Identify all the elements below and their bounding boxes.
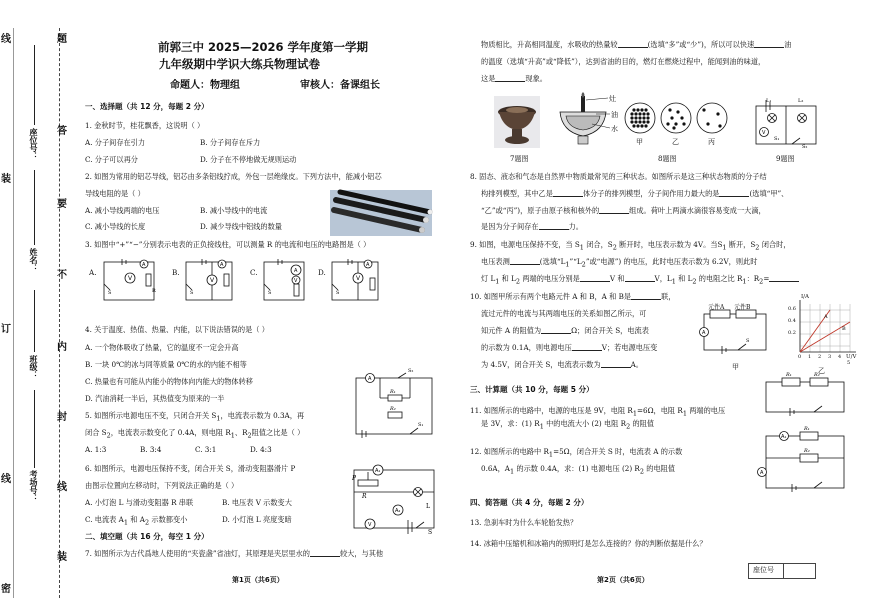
q10-stem-5: 为 4.5V，闭合开关 S，电流表示数为 A。 bbox=[481, 360, 643, 369]
exam-reviewer: 审核人：备课组长 bbox=[300, 80, 380, 91]
exam-title-1: 前郭三中 2025—2026 学年度第一学期 bbox=[158, 40, 369, 54]
oil-lamp-image bbox=[494, 96, 540, 148]
seal-char-feng: 封 bbox=[57, 412, 67, 423]
fig7-caption: 7题图 bbox=[510, 155, 529, 163]
q3-label-d[interactable]: D. bbox=[318, 268, 326, 277]
q3-circuit-b bbox=[182, 256, 238, 304]
svg-text:V: V bbox=[210, 277, 215, 284]
class-label: 班级： bbox=[29, 355, 38, 379]
fig10-axis-u: U/V bbox=[846, 354, 857, 360]
svg-text:S: S bbox=[268, 290, 272, 296]
section-3-heading: 三、计算题（共 10 分，每题 5 分） bbox=[470, 385, 594, 394]
q7-blank-1[interactable] bbox=[310, 549, 340, 557]
q5-option-d[interactable]: D. 4:3 bbox=[250, 445, 272, 454]
svg-text:R₂: R₂ bbox=[390, 406, 396, 412]
q7-stem: 7. 如图所示为古代爲地人使用的“夹瓷盏”省油灯，其原理是夹层里水的 较大，与其他 bbox=[85, 549, 384, 558]
fig8-label-yi: 乙 bbox=[672, 138, 679, 146]
q3-label-b[interactable]: B. bbox=[172, 268, 180, 277]
page-1-footer: 第1页（共6页） bbox=[232, 576, 284, 584]
svg-text:S₁: S₁ bbox=[418, 422, 424, 428]
exam-author: 命题人：物理组 bbox=[170, 80, 240, 91]
exam-title-2: 九年级期中学识大练兵物理试卷 bbox=[159, 57, 320, 71]
q1-option-d[interactable]: D. 分子在不停地做无规则运动 bbox=[200, 155, 297, 164]
section-2-heading: 二、填空题（共 16 分，每空 1 分） bbox=[85, 532, 209, 541]
fig7-wick-label: 灶 bbox=[609, 95, 616, 103]
fig10-axis-i: I/A bbox=[801, 294, 809, 300]
svg-text:V: V bbox=[368, 522, 372, 528]
seal-char-bu: 不 bbox=[57, 270, 67, 281]
name-field[interactable] bbox=[34, 170, 35, 245]
q9-blank-2[interactable] bbox=[580, 274, 610, 282]
fig10-element-b: 元件B bbox=[734, 304, 751, 311]
svg-text:L₂: L₂ bbox=[798, 98, 804, 104]
svg-text:A: A bbox=[294, 268, 298, 274]
svg-text:R₁: R₁ bbox=[786, 372, 792, 378]
q5-stem-2: 闭合 $S_2$，电流表示数变化了 0.4A，则电阻 $R_1$、$R_2$阻值之比是（ ） bbox=[85, 428, 305, 440]
svg-text:S: S bbox=[108, 290, 112, 296]
q4-stem: 4. 关于温度、热值、热量、内能，以下说法错误的是（ ） bbox=[85, 325, 269, 334]
q9-circuit bbox=[752, 92, 824, 150]
seat-label: 座位号： bbox=[29, 128, 38, 160]
edge-char-mi: 密 bbox=[1, 584, 11, 595]
svg-text:L₁: L₁ bbox=[766, 98, 772, 104]
svg-text:S: S bbox=[336, 290, 340, 296]
svg-text:S₂: S₂ bbox=[408, 368, 414, 374]
svg-text:P: P bbox=[352, 475, 357, 482]
fig10-xtick-1: 1 bbox=[808, 354, 812, 360]
q1-option-c[interactable]: C. 分子可以再分 bbox=[85, 155, 138, 164]
svg-text:R₁: R₁ bbox=[390, 389, 396, 395]
q3-label-a[interactable]: A. bbox=[89, 268, 97, 277]
q3-circuit-c bbox=[258, 256, 312, 304]
page-2-footer: 第2页（共6页） bbox=[597, 576, 649, 584]
svg-text:R: R bbox=[152, 288, 156, 294]
q6-circuit bbox=[348, 458, 440, 538]
q11-circuit bbox=[760, 374, 850, 422]
fig10-caption-jia: 甲 bbox=[732, 363, 739, 371]
binding-line-outer bbox=[13, 28, 14, 598]
q7-continued-3: 这是 现象。 bbox=[481, 74, 547, 83]
q2-stem: 2. 如图为常用的铝芯导线，铝芯由多条铝线拧成，外包一层绝缘皮。下列方法中，能减小铝芯 bbox=[85, 172, 382, 181]
svg-text:S: S bbox=[190, 290, 194, 296]
q8-blank-4[interactable] bbox=[539, 222, 569, 230]
q9-blank-3[interactable] bbox=[625, 274, 655, 282]
q9-stem: 9. 如图，电源电压保持不变，当 $S_1$ 闭合，$S_2$ 断开时，电压表示数为 4V。当$S_1$ 断开，$S_2$ 闭合时， bbox=[470, 240, 791, 252]
q4-option-c[interactable]: C. 热量也有可能从内能小的物体向内能大的物体转移 bbox=[85, 377, 253, 386]
binding-line bbox=[59, 28, 60, 598]
q6-option-a[interactable]: A. 小灯泡 L 与滑动变阻器 R 串联 bbox=[85, 498, 194, 507]
q3-stem: 3. 如图中“+”“−”分别表示电表的正负接线柱，可以测量 R 的电流和电压的电路图是（ ） bbox=[85, 240, 371, 249]
q12-stem-2: 0.6A，$A_1$ 的示数 0.4A，求：(1) 电源电压 (2) $R_2$ 的电阻值 bbox=[481, 464, 676, 476]
svg-text:V: V bbox=[762, 130, 766, 136]
fig9-caption: 9题图 bbox=[776, 155, 795, 163]
q12-stem: 12. 如图所示的电路中 $R_1=5\Omega$，闭合开关 S 时，电流表 A 的示数 bbox=[470, 447, 683, 459]
svg-text:S₁: S₁ bbox=[774, 136, 780, 142]
svg-text:A: A bbox=[760, 470, 764, 476]
seal-char-zhuang2: 装 bbox=[57, 552, 67, 563]
q6-stem-2: 由图示位置向左移动时，下列说法正确的是（ ） bbox=[85, 481, 239, 490]
q8-blank-3[interactable] bbox=[599, 206, 629, 214]
molecule-model-figure bbox=[624, 100, 730, 140]
q11-stem: 11. 如图所示的电路中，电源的电压是 9V，电阻 $R_1=6\Omega$，电阻 $R_1$ 两端的电压 bbox=[470, 406, 726, 418]
svg-text:L: L bbox=[426, 503, 430, 510]
q2-stem-2: 导线电阻的是（ ） bbox=[85, 189, 145, 198]
svg-text:S: S bbox=[428, 529, 433, 536]
seal-char-zhuang: 题 bbox=[57, 34, 67, 45]
fig8-label-bing: 丙 bbox=[708, 138, 715, 146]
q6-stem: 6. 如图所示，电源电压保持不变，闭合开关 S，滑动变阻器滑片 P bbox=[85, 464, 296, 473]
q2-option-b[interactable]: B. 减小导线中的电流 bbox=[200, 206, 268, 215]
seal-char-left-ding: 订 bbox=[1, 324, 11, 335]
fig10-xtick-0: 0 bbox=[798, 354, 802, 360]
svg-text:A₂: A₂ bbox=[395, 508, 401, 514]
svg-text:R: R bbox=[362, 493, 367, 500]
seal-char-xian: 线 bbox=[57, 482, 67, 493]
seal-char-da: 答 bbox=[57, 126, 67, 137]
fig8-label-jia: 甲 bbox=[636, 138, 643, 146]
edge-char-xian: 线 bbox=[1, 34, 11, 45]
q6-option-d[interactable]: D. 小灯泡 L 亮度变暗 bbox=[222, 515, 292, 524]
svg-text:R₂: R₂ bbox=[814, 372, 820, 378]
q3-circuit-a bbox=[100, 256, 160, 304]
q10-stem: 10. 如图甲所示有两个电路元件 A 和 B，A 和 B是 联， bbox=[470, 292, 676, 301]
q10-blank-1[interactable] bbox=[631, 292, 661, 300]
seal-char-left-xian: 线 bbox=[1, 474, 11, 485]
q9-stem-3: 灯 $L_1$ 和 $L_2$ 两端的电压分别是 V 和 V，$L_1$ 和 $L_2$ 的电阻之比 $R_1$：$R_2=$ bbox=[481, 274, 799, 286]
name-label: 姓名： bbox=[29, 248, 38, 272]
q9-stem-2: 电压表测 (选填“$L_1”“L_2$”或“电源”) 的电压，此时电压表示数为 6.2V，则此时 bbox=[481, 257, 758, 269]
q10-blank-4[interactable] bbox=[601, 360, 631, 368]
q3-label-c[interactable]: C. bbox=[250, 268, 258, 277]
q12-circuit bbox=[752, 428, 850, 492]
q7-blank-3[interactable] bbox=[754, 40, 784, 48]
exam-room-label: 考场号： bbox=[29, 470, 38, 502]
fig7-water-label: 水 bbox=[611, 125, 618, 133]
svg-text:A: A bbox=[702, 330, 706, 336]
svg-text:A: A bbox=[368, 376, 372, 382]
q8-stem-4: 是因为分子间存在 力。 bbox=[481, 222, 583, 231]
q7-continued-2: 的温度（选填“升高”或“降低”），达到省油的目的，燃灯在燃烧过程中，能闻到油的味道， bbox=[481, 57, 766, 66]
fig10-caption-yi: 乙 bbox=[818, 367, 825, 375]
q8-stem-2: 构排列模型，其中乙是 体分子的排列模型，分子间作用力最大的是 (选填“甲”、 bbox=[481, 189, 789, 198]
svg-text:R₂: R₂ bbox=[804, 448, 810, 454]
q4-option-b[interactable]: B. 一块 0℃的冰与同等质量 0℃的水的内能不相等 bbox=[85, 360, 247, 369]
seat-number-label: 座位号 bbox=[753, 566, 774, 574]
q8-blank-2[interactable] bbox=[719, 189, 749, 197]
q3-circuit-d bbox=[328, 256, 384, 304]
fig10-xtick-3: 3 bbox=[828, 354, 832, 360]
q4-option-a[interactable]: A. 一个物体吸收了热量，它的温度不一定会升高 bbox=[85, 343, 239, 352]
q5-option-a[interactable]: A. 1:3 bbox=[85, 445, 107, 454]
seat-field[interactable] bbox=[34, 45, 35, 125]
q10-blank-2[interactable] bbox=[541, 326, 571, 334]
q13-stem: 13. 急刹车时为什么车轮胎发热？ bbox=[470, 518, 578, 527]
fig10-xtick-5: 5 bbox=[847, 360, 851, 366]
svg-text:S₂: S₂ bbox=[802, 144, 808, 150]
q2-option-c[interactable]: C. 减小导线的长度 bbox=[85, 222, 146, 231]
q6-option-b[interactable]: B. 电压表 V 示数变大 bbox=[222, 498, 292, 507]
seal-char-left-zhuang: 装 bbox=[1, 174, 11, 185]
q7-blank-2[interactable] bbox=[618, 40, 648, 48]
q1-option-b[interactable]: B. 分子间存在斥力 bbox=[200, 138, 261, 147]
fig10-element-a: 元件A bbox=[708, 304, 725, 311]
fig10-ytick-06: 0.6 bbox=[788, 306, 796, 312]
seal-char-yao: 要 bbox=[57, 199, 67, 210]
q4-option-d[interactable]: D. 汽油消耗一半后，其热值变为原来的一半 bbox=[85, 394, 225, 403]
aluminum-cable-image bbox=[330, 190, 432, 236]
q5-circuit bbox=[350, 368, 438, 440]
svg-text:R₁: R₁ bbox=[804, 426, 810, 432]
q8-stem: 8. 固态、液态和气态是自然界中物质最常见的三种状态。如图所示是这三种状态物质的分子结 bbox=[470, 172, 767, 181]
q10-stem-2: 流过元件的电流与其两端电压的关系如图乙所示，可 bbox=[481, 309, 647, 318]
seat-number-box[interactable] bbox=[748, 563, 816, 579]
q8-stem-3: “乙”或“丙”)，原子由原子核和核外的 组成。荷叶上两滴水滴很容易变成一大滴， bbox=[481, 206, 766, 215]
q5-option-b[interactable]: B. 3:4 bbox=[140, 445, 162, 454]
q1-stem: 1. 金秋时节，桂花飘香，这说明（ ） bbox=[85, 121, 205, 130]
q5-option-c[interactable]: C. 3:1 bbox=[195, 445, 217, 454]
seal-char-nei: 内 bbox=[57, 342, 67, 353]
svg-text:B: B bbox=[842, 326, 846, 332]
q10-stem-3: 知元件 A 的阻值为 Ω；闭合开关 S，电流表 bbox=[481, 326, 649, 335]
svg-text:A: A bbox=[220, 262, 224, 268]
svg-text:A: A bbox=[824, 314, 828, 320]
q10-stem-4: 的示数为 0.1A，则电源电压 V；若电源电压变 bbox=[481, 343, 658, 352]
svg-text:V: V bbox=[294, 278, 298, 284]
section-4-heading: 四、简答题（共 4 分，每题 2 分） bbox=[470, 498, 589, 507]
q14-stem: 14. 冰箱中压缩机和冰箱内的照明灯是怎么连接的？你的判断依据是什么？ bbox=[470, 539, 707, 548]
fig10-ytick-04: 0.4 bbox=[788, 318, 796, 324]
class-field[interactable] bbox=[34, 290, 35, 352]
fig7-oil-label: 油 bbox=[611, 111, 618, 119]
q7-blank-4[interactable] bbox=[495, 74, 525, 82]
svg-text:S: S bbox=[746, 338, 750, 344]
fig8-caption: 8题图 bbox=[658, 155, 677, 163]
q11-stem-2: 是 3V，求：(1) $R_1$ 中的电流大小 (2) 电阻 $R_2$ 的阻值 bbox=[481, 419, 655, 431]
section-1-heading: 一、选择题（共 12 分，每题 2 分） bbox=[85, 102, 209, 111]
q10-blank-3[interactable] bbox=[572, 343, 602, 351]
svg-text:A: A bbox=[366, 262, 370, 268]
fig10-xtick-4: 4 bbox=[838, 354, 842, 360]
exam-room-field[interactable] bbox=[34, 390, 35, 468]
fig10-ytick-02: 0.2 bbox=[788, 330, 796, 336]
q6-option-c[interactable]: C. 电流表 $A_1$ 和 $A_2$ 示数都变小 bbox=[85, 515, 188, 527]
svg-text:A₁: A₁ bbox=[375, 468, 381, 474]
svg-text:V: V bbox=[356, 275, 361, 282]
q2-option-d[interactable]: D. 减少导线中铝线的数量 bbox=[200, 222, 282, 231]
q2-option-a[interactable]: A. 减小导线两端的电压 bbox=[85, 206, 160, 215]
q9-blank-4[interactable] bbox=[769, 274, 799, 282]
q7-continued-1: 物质相比，升高相同温度，水吸收的热量较 (选填“多”或“少”)，所以可以快速 油 bbox=[481, 40, 792, 49]
q9-blank-1[interactable] bbox=[510, 257, 540, 265]
svg-text:V: V bbox=[128, 275, 133, 282]
svg-text:A: A bbox=[142, 262, 146, 268]
fig10-xtick-2: 2 bbox=[818, 354, 822, 360]
q1-option-a[interactable]: A. 分子间存在引力 bbox=[85, 138, 146, 147]
svg-text:A₁: A₁ bbox=[781, 434, 787, 440]
q8-blank-1[interactable] bbox=[553, 189, 583, 197]
q5-stem: 5. 如图所示电源电压不变，只闭合开关 $S_1$，电流表示数为 0.3A，再 bbox=[85, 411, 305, 423]
